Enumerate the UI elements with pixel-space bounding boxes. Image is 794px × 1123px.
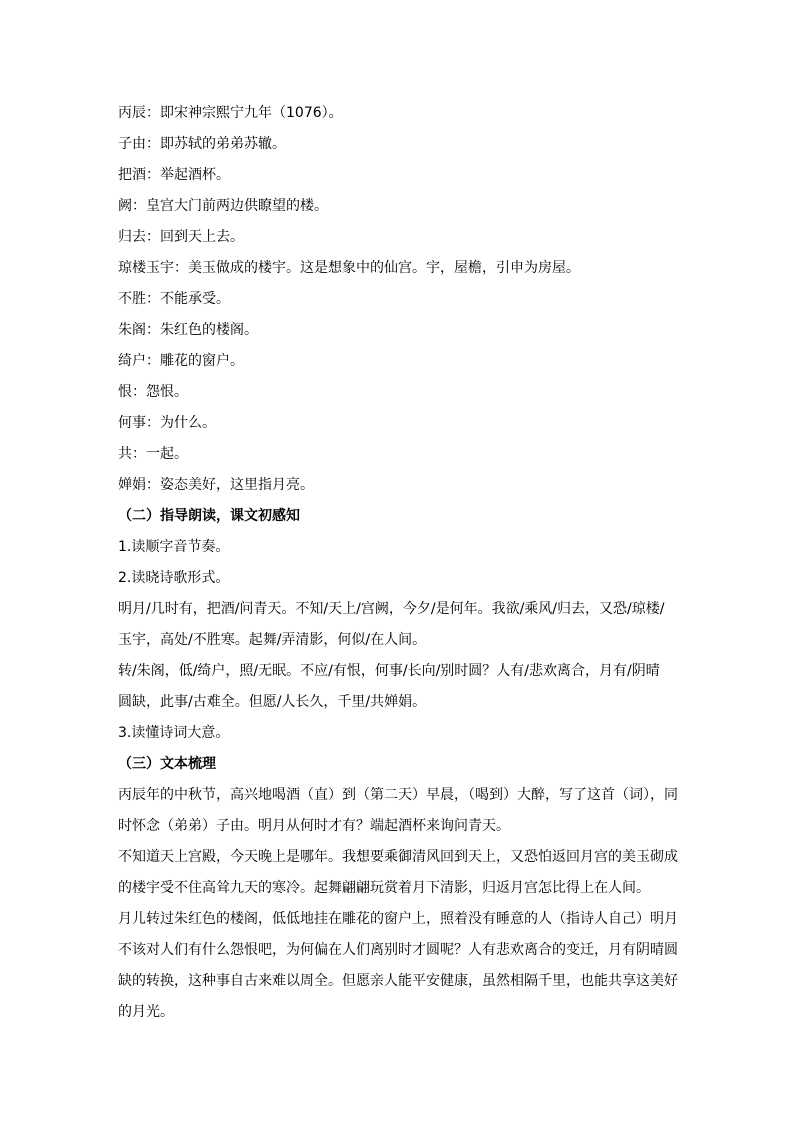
glossary-item: 共：一起。	[118, 446, 188, 462]
glossary-item: 归去：回到天上去。	[118, 229, 244, 245]
reading-step: 1.读顺字音节奏。	[118, 539, 230, 555]
glossary-item: 琼楼玉宇：美玉做成的楼宇。这是想象中的仙宫。宇，屋檐，引申为房屋。	[118, 260, 580, 276]
section-heading-text-analysis: （三）文本梳理	[118, 756, 216, 772]
translation-line: 时怀念（弟弟）子由。明月从何时才有？端起酒杯来询问青天。	[118, 818, 510, 834]
translation-line: 月儿转过朱红色的楼阁，低低地挂在雕花的窗户上，照着没有睡意的人（指诗人自己）明月	[118, 911, 678, 927]
glossary-item: 恨：怨恨。	[118, 384, 188, 400]
poem-line: 明月/几时有，把酒/问青天。不知/天上/宫阙，今夕/是何年。我欲/乘风/归去，又恐/琼楼/	[118, 601, 665, 617]
glossary-item: 何事：为什么。	[118, 415, 216, 431]
translation-line: 的月光。	[118, 1004, 174, 1020]
poem-stanza-1	[118, 594, 678, 656]
glossary-item: 朱阁：朱红色的楼阁。	[118, 322, 258, 338]
glossary-item: 阙：皇宫大门前两边供瞭望的楼。	[118, 198, 328, 214]
glossary-item: 婵娟：姿态美好，这里指月亮。	[118, 477, 314, 493]
glossary-item: 把酒：举起酒杯。	[118, 167, 230, 183]
translation-line: 不该对人们有什么怨恨吧，为何偏在人们离别时才圆呢？人有悲欢离合的变迁，月有阴晴圆	[118, 942, 678, 958]
poem-line: 玉宇，高处/不胜寒。起舞/弄清影，何似/在人间。	[118, 632, 427, 648]
poem-line: 转/朱阁，低/绮户，照/无眠。不应/有恨，何事/长向/别时圆？人有/悲欢离合，月有/阴晴	[118, 663, 660, 679]
section-heading-reading: （二）指导朗读，课文初感知	[118, 508, 300, 524]
glossary-item: 不胜：不能承受。	[118, 291, 230, 307]
poem-stanza-2	[118, 656, 678, 718]
reading-step: 2.读晓诗歌形式。	[118, 570, 230, 586]
glossary-item: 丙辰：即宋神宗熙宁九年（1076）。	[118, 105, 343, 121]
translation-paragraph-3	[118, 904, 678, 1028]
reading-step: 3.读懂诗词大意。	[118, 725, 230, 741]
translation-line: 缺的转换，这种事自古来难以周全。但愿亲人能平安健康，虽然相隔千里，也能共享这美好	[118, 973, 678, 989]
translation-paragraph-2	[118, 842, 678, 904]
translation-paragraph-1	[118, 780, 678, 842]
glossary-item: 子由：即苏轼的弟弟苏辙。	[118, 136, 286, 152]
poem-line: 圆缺，此事/古难全。但愿/人长久，千里/共婵娟。	[118, 694, 427, 710]
translation-line: 不知道天上宫殿，今天晚上是哪年。我想要乘御清风回到天上，又恐怕返回月宫的美玉砌成	[118, 849, 678, 865]
glossary-item: 绮户：雕花的窗户。	[118, 353, 244, 369]
translation-line: 的楼宇受不住高耸九天的寒冷。起舞翩翩玩赏着月下清影，归返月宫怎比得上在人间。	[118, 880, 650, 896]
document-content	[118, 98, 678, 1028]
translation-line: 丙辰年的中秋节，高兴地喝酒（直）到（第二天）早晨，（喝到）大醉，写了这首（词），同	[118, 787, 678, 803]
